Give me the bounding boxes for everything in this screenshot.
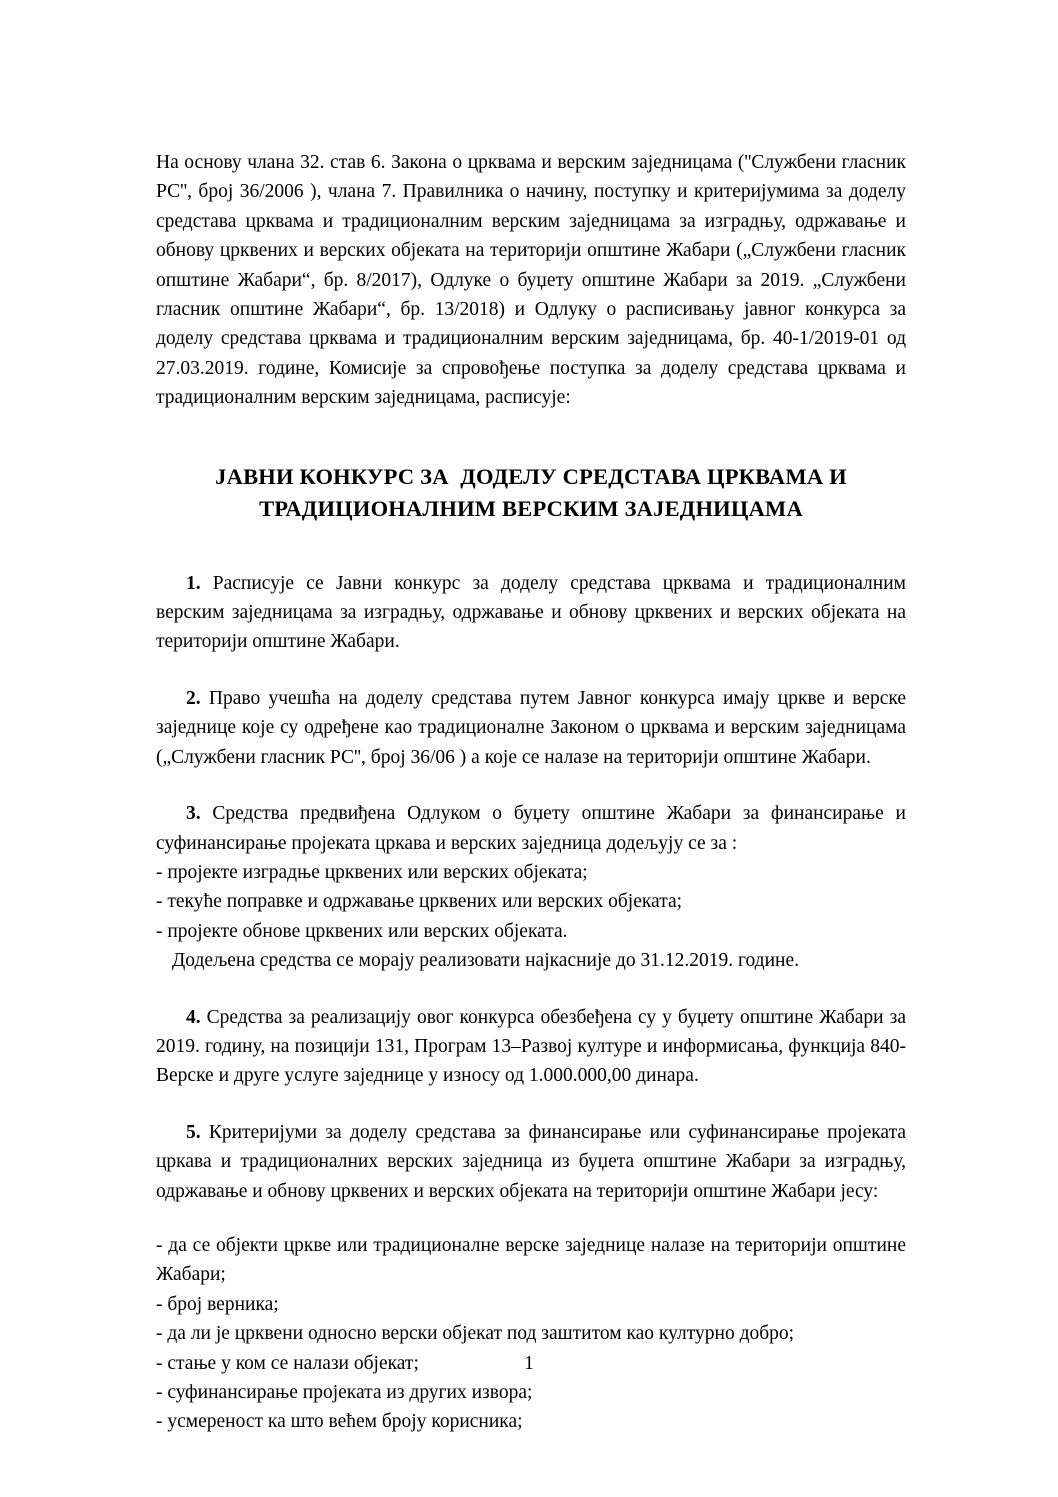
criteria-item: - усмереност ка што већем броју корисника;	[156, 1411, 523, 1433]
clause-3-text: Средства предвиђена Одлуком о буџету општине Жабари за финансирање и суфинансирање пројеката цркава и верских заједница додељују се за :	[156, 803, 906, 854]
clause-1-number: 1.	[186, 572, 201, 594]
clause-4-text: Средства за реализацију овог конкурса обезбеђена су у буџету општине Жабари за 2019. годину, на позицији 131, Програм 13–Развој културе и информисања, функција 840-Верске и друге услуге заједнице у износу од 1.000.000,00 динара.	[156, 1006, 906, 1087]
clause-4	[156, 1003, 906, 1091]
clause-5-text: Критеријуми за доделу средстава за финансирање или суфинансирање пројеката цркава и традиционалних верских заједница из буџета општине Жабари за изградњу, одржавање и обнову црквених и верских објеката на територији општине Жабари јесу:	[156, 1121, 906, 1202]
spacer-after-title	[156, 525, 906, 569]
criteria-item: - да ли је црквени односно верски објекат под заштитом као културно добро;	[156, 1323, 795, 1345]
title-line-2: ТРАДИЦИОНАЛНИМ ВЕРСКИМ ЗАЈЕДНИЦАМА	[259, 495, 803, 521]
document-body	[156, 148, 906, 1437]
spacer-5	[156, 1206, 906, 1231]
deadline-note: Додељена средства се морају реализовати најкасније до 31.12.2019. године.	[172, 950, 799, 972]
intro-paragraph: На основу члана 32. став 6. Закона о црквама и верским заједницама (''Службени гласник РС'', број 36/2006 ), члана 7. Правилника о начину, поступку и критеријумима за доделу средстава црквама и традиционалним верским заједницама за изградњу, одржавање и обнову црквених и верских објеката на територији општине Жабари („Службени гласник општине Жабари“, бр. 8/2017), Одлуке о буџету општине Жабари за 2019. „Службени гласник општине Жабари“, бр. 13/2018) и Одлуку о расписивању јавног конкурса за доделу средстава црквама и традиционалним верским заједницама, бр. 40-1/2019-01 од 27.03.2019. године, Комисије за спровођење поступка за доделу средстава црквама и традиционалним верским заједницама, расписује:	[156, 152, 906, 409]
clause-2-number: 2.	[186, 687, 201, 709]
spacer-3	[156, 976, 906, 1003]
clause-5	[156, 1118, 906, 1206]
criteria-item: - суфинансирање пројеката из других извора;	[156, 1382, 533, 1403]
purpose-item: - пројекте изградње црквених или верских објеката;	[156, 861, 588, 883]
clause-5-number: 5.	[186, 1121, 201, 1143]
clause-1-text: Расписује се Јавни конкурс за доделу средстава црквама и традиционалним верским заједницама за изградњу, одржавање и обнову црквених и верских објеката на територији општине Жабари.	[156, 572, 906, 653]
spacer-1	[156, 657, 906, 684]
purpose-item: - пројекте обнове црквених или верских објеката.	[156, 920, 568, 942]
spacer-before-title	[156, 413, 906, 461]
title-line-1: ЈАВНИ КОНКУРС ЗА ДОДЕЛУ СРЕДСТАВА ЦРКВАМА И	[215, 463, 847, 489]
clause-1	[156, 569, 906, 657]
clause-2-text: Право учешћа на доделу средстава путем Јавног конкурса имају цркве и верске заједнице које су одређене као традиционалне Законом о црквама и верским заједницама („Службени гласник РС'', број 36/06 ) а које се налазе на територији општине Жабари.	[156, 687, 906, 768]
purpose-item: - текуће поправке и одржавање црквених или верских објеката;	[156, 891, 683, 913]
page-number: 1	[524, 1353, 534, 1374]
spacer-4	[156, 1091, 906, 1118]
clause-3	[156, 799, 906, 858]
clause-2	[156, 684, 906, 772]
page-title	[156, 461, 906, 525]
criteria-item: - стање у ком се налази објекат;	[156, 1352, 419, 1374]
criteria-item: - да се објекти цркве или традиционалне верске заједнице налазе на територији општине Жабари;	[156, 1234, 906, 1286]
criteria-item: - број верника;	[156, 1293, 279, 1315]
spacer-2	[156, 772, 906, 799]
clause-3-number: 3.	[186, 803, 201, 825]
clause-4-number: 4.	[186, 1006, 201, 1028]
